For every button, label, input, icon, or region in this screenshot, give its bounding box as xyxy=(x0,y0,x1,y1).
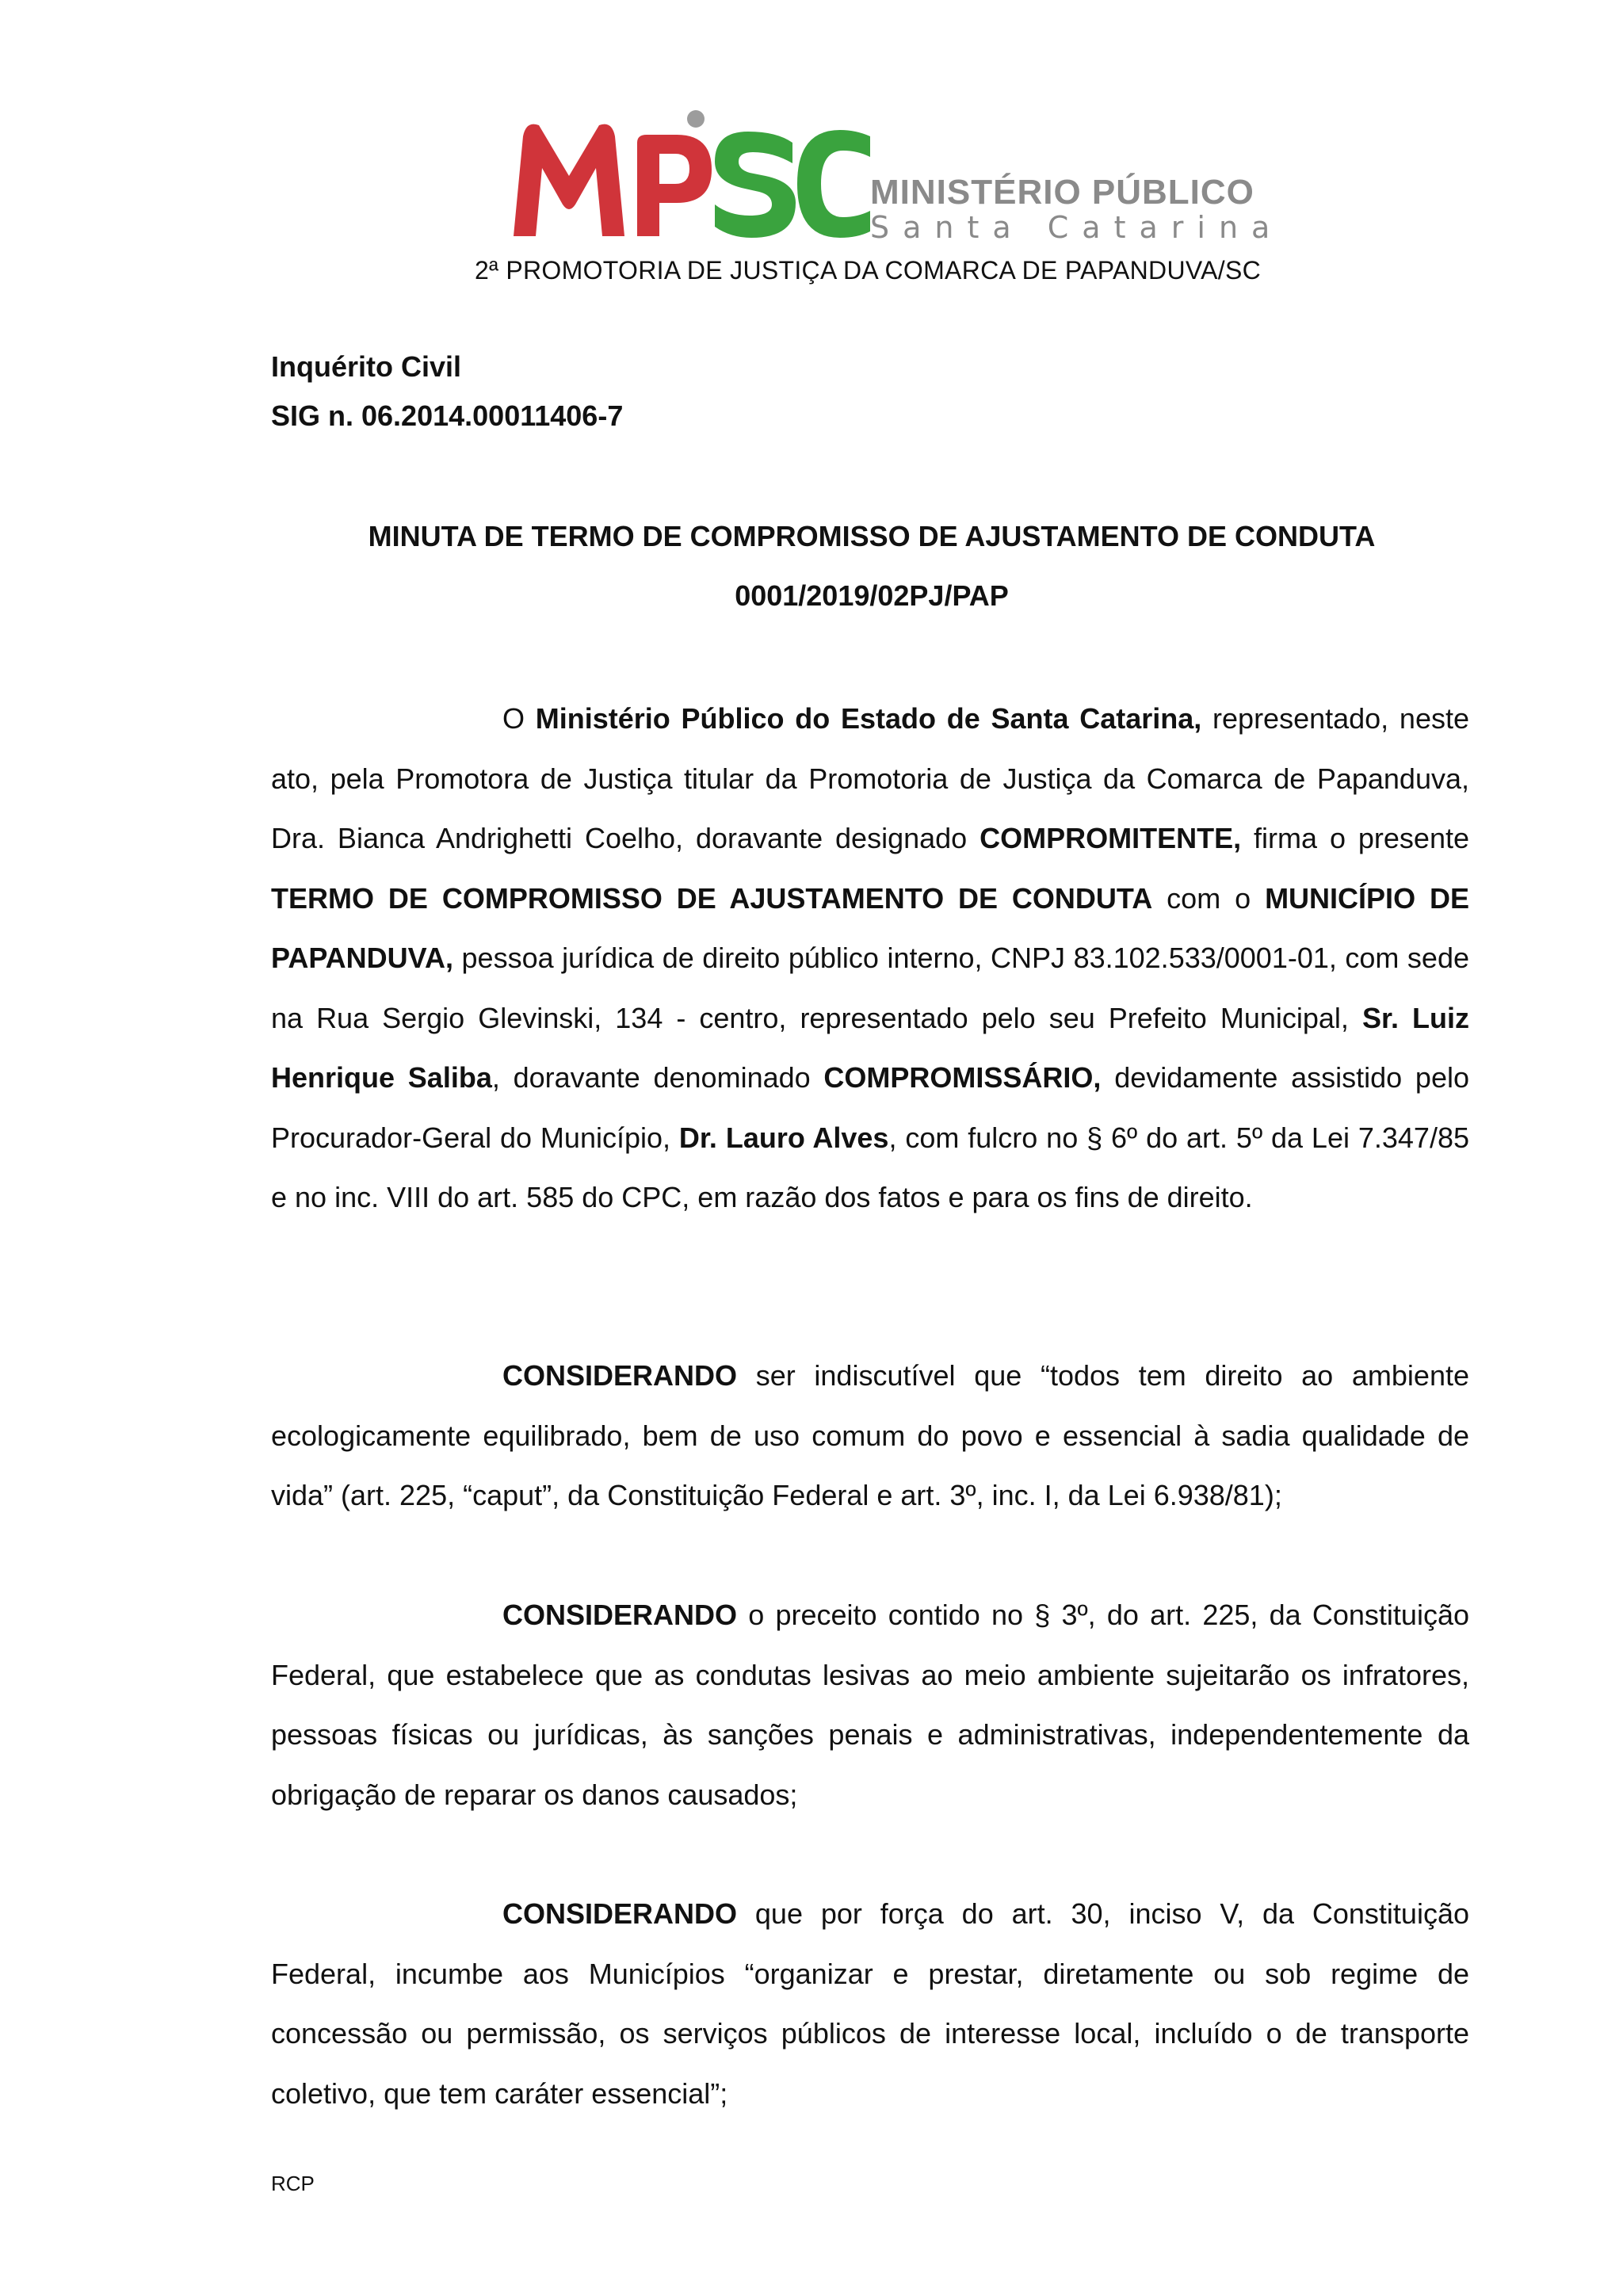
bold-span: Ministério Público do Estado de Santa Catarina, xyxy=(535,702,1202,735)
text-span: que por força do art. 30, inciso V, da Constituição Federal, incumbe aos Municípios “organizar e prestar, diretamente ou sob regime de concessão ou permissão, os serviços públicos de interesse local, incluído o de transporte coletivo, que tem caráter essencial”; xyxy=(271,1897,1469,2110)
text-span: ser indiscutível que “todos tem direito ao ambiente ecologicamente equilibrado, bem de uso comum do povo e essencial à sadia qualidade de vida” (art. 225, “caput”, da Constituição Federal e art. 3º, inc. I, da Lei 6.938/81); xyxy=(271,1359,1469,1511)
text-span: O xyxy=(502,702,536,735)
document-title: MINUTA DE TERMO DE COMPROMISSO DE AJUSTAMENTO DE CONDUTA xyxy=(368,520,1376,552)
paragraph-considerando-1 xyxy=(271,1346,1469,1526)
org-name-line1: MINISTÉRIO PÚBLICO xyxy=(870,173,1254,212)
bold-span: CONSIDERANDO xyxy=(502,1897,738,1930)
bold-span: Dr. Lauro Alves xyxy=(678,1121,889,1154)
bold-span: Sr. Luiz Henrique Saliba xyxy=(271,1001,1469,1094)
paragraph-parties xyxy=(271,689,1469,1228)
text-span: firma o presente xyxy=(1241,822,1469,854)
paragraph-considerando-2 xyxy=(271,1585,1469,1824)
text-span: , com fulcro no § 6º do art. 5º da Lei 7.347/85 e no inc. VIII do art. 585 do CPC, em razão dos fatos e para os fins de direito. xyxy=(271,1121,1469,1213)
text-span: pessoa jurídica de direito público interno, CNPJ 83.102.533/0001-01, com sede na Rua Sergio Glevinski, 134 - centro, representado pelo seu Prefeito Municipal, xyxy=(271,942,1469,1034)
text-span: , doravante denominado xyxy=(491,1061,824,1094)
document-number: 0001/2019/02PJ/PAP xyxy=(735,579,1009,612)
mpsc-logo-mark xyxy=(507,103,872,246)
text-span: representado, neste ato, pela Promotora de Justiça titular da Promotoria de Justiça da Comarca de Papanduva, Dra. Bianca Andrighetti Coelho, doravante designado xyxy=(271,702,1469,854)
sig-number: SIG n. 06.2014.00011406-7 xyxy=(271,399,624,432)
bold-span: COMPROMITENTE, xyxy=(980,822,1242,854)
office-heading: 2ª PROMOTORIA DE JUSTIÇA DA COMARCA DE PAPANDUVA/SC xyxy=(474,256,1262,285)
footer-initials: RCP xyxy=(271,2172,315,2195)
procedure-type: Inquérito Civil xyxy=(271,350,462,383)
org-name-line2: Santa Catarina xyxy=(870,210,1284,245)
text-span: o preceito contido no § 3º, do art. 225, da Constituição Federal, que estabelece que as condutas lesivas ao meio ambiente sujeitarão os infratores, pessoas físicas ou jurídicas, às sanções penais e administrativas, independentemente da obrigação de reparar os danos causados; xyxy=(271,1599,1469,1811)
bold-span: TERMO DE COMPROMISSO DE AJUSTAMENTO DE CONDUTA xyxy=(271,881,1153,915)
text-span: com o xyxy=(1152,881,1266,915)
bold-span: CONSIDERANDO xyxy=(502,1359,738,1392)
text-span: devidamente assistido pelo Procurador-Geral do Município, xyxy=(271,1061,1469,1154)
mpsc-logo xyxy=(507,103,1284,246)
paragraph-considerando-3 xyxy=(271,1884,1469,2123)
bold-span: COMPROMISSÁRIO, xyxy=(823,1061,1102,1094)
bold-span: MUNICÍPIO DE PAPANDUVA, xyxy=(271,881,1469,974)
bold-span: CONSIDERANDO xyxy=(502,1599,738,1631)
